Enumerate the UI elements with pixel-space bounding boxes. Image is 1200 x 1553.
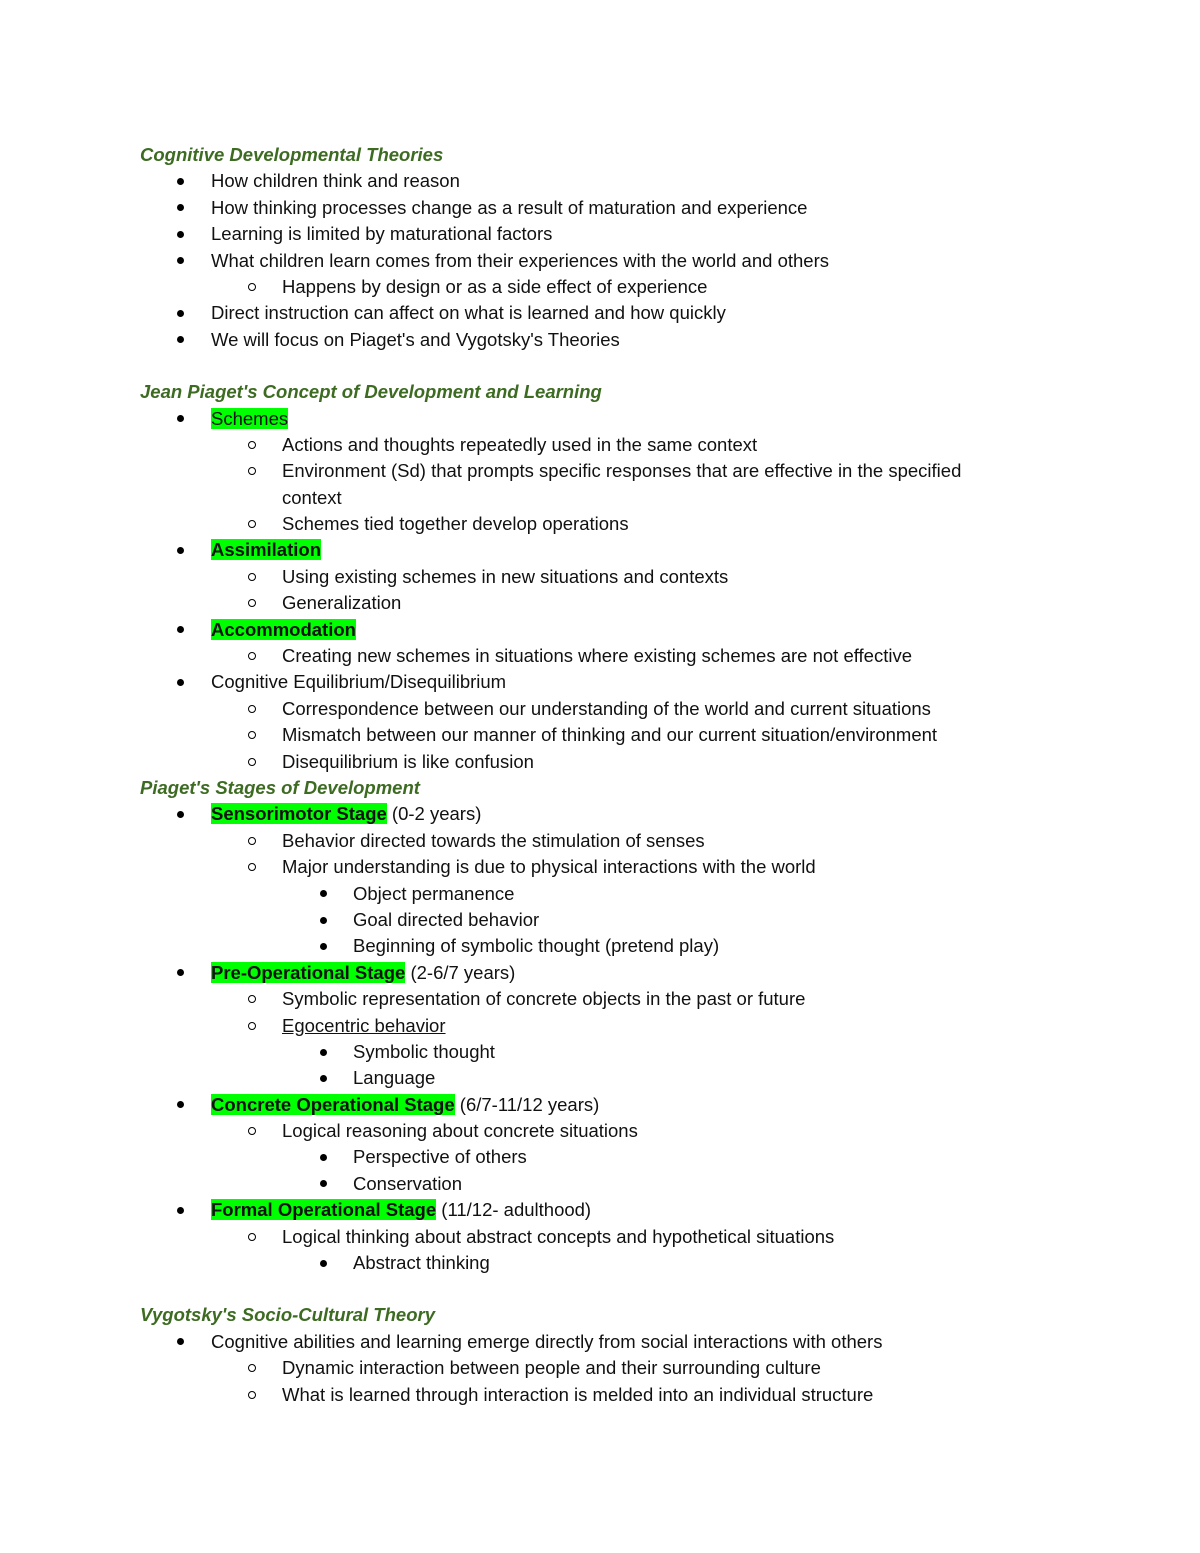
- list-item: Formal Operational Stage (11/12- adulthood): [140, 1197, 1040, 1223]
- circle-bullet-icon: [245, 986, 259, 1012]
- bullet-icon: [173, 617, 187, 643]
- list-item: Learning is limited by maturational factors: [140, 221, 1040, 247]
- underlined-term: Egocentric behavior: [282, 1014, 446, 1036]
- spacer: [140, 1276, 1040, 1302]
- circle-bullet-icon: [245, 1013, 259, 1039]
- bullet-icon: [173, 300, 187, 326]
- bullet-icon: [316, 933, 330, 959]
- section-heading: Jean Piaget's Concept of Development and Learning: [140, 381, 602, 403]
- list-item: We will focus on Piaget's and Vygotsky's Theories: [140, 327, 1040, 353]
- list-item: Goal directed behavior: [140, 907, 1040, 933]
- list-item: [140, 617, 1040, 643]
- list-item: How thinking processes change as a result of maturation and experience: [140, 195, 1040, 221]
- bullet-icon: [173, 1092, 187, 1118]
- circle-bullet-icon: [245, 1224, 259, 1250]
- list-item-continuation: context: [282, 486, 342, 508]
- bullet-icon: [173, 960, 187, 986]
- section-heading: Vygotsky's Socio-Cultural Theory: [140, 1304, 435, 1326]
- highlighted-term: Accommodation: [211, 618, 356, 640]
- list-item: Dynamic interaction between people and their surrounding culture: [140, 1355, 1040, 1381]
- list-item: Major understanding is due to physical interactions with the world: [140, 854, 1040, 880]
- list-item: Logical thinking about abstract concepts and hypothetical situations: [140, 1224, 1040, 1250]
- bullet-icon: [316, 907, 330, 933]
- circle-bullet-icon: [245, 696, 259, 722]
- circle-bullet-icon: [245, 749, 259, 775]
- list-item: Perspective of others: [140, 1144, 1040, 1170]
- list-item: Logical reasoning about concrete situations: [140, 1118, 1040, 1144]
- list-item: Behavior directed towards the stimulation of senses: [140, 828, 1040, 854]
- bullet-icon: [173, 406, 187, 432]
- list-item: Creating new schemes in situations where existing schemes are not effective: [140, 643, 1040, 669]
- list-item: Cognitive abilities and learning emerge directly from social interactions with others: [140, 1329, 1040, 1355]
- list-item: Correspondence between our understanding of the world and current situations: [140, 696, 1040, 722]
- list-item: [140, 537, 1040, 563]
- circle-bullet-icon: [245, 1382, 259, 1408]
- bullet-icon: [173, 168, 187, 194]
- bullet-icon: [173, 1197, 187, 1223]
- list-item: Object permanence: [140, 881, 1040, 907]
- circle-bullet-icon: [245, 432, 259, 458]
- circle-bullet-icon: [245, 828, 259, 854]
- list-item: What children learn comes from their experiences with the world and others: [140, 248, 1040, 274]
- bullet-icon: [173, 327, 187, 353]
- list-item: Pre-Operational Stage (2-6/7 years): [140, 960, 1040, 986]
- bullet-icon: [173, 195, 187, 221]
- bullet-icon: [316, 881, 330, 907]
- list-item: Beginning of symbolic thought (pretend play): [140, 933, 1040, 959]
- circle-bullet-icon: [245, 1355, 259, 1381]
- list-item: Sensorimotor Stage (0-2 years): [140, 801, 1040, 827]
- list-item: Symbolic representation of concrete objects in the past or future: [140, 986, 1040, 1012]
- bullet-icon: [316, 1250, 330, 1276]
- circle-bullet-icon: [245, 643, 259, 669]
- circle-bullet-icon: [245, 274, 259, 300]
- list-item: Generalization: [140, 590, 1040, 616]
- circle-bullet-icon: [245, 1118, 259, 1144]
- list-item: Happens by design or as a side effect of experience: [140, 274, 1040, 300]
- circle-bullet-icon: [245, 854, 259, 880]
- bullet-icon: [316, 1039, 330, 1065]
- list-item: Concrete Operational Stage (6/7-11/12 years): [140, 1092, 1040, 1118]
- highlighted-term: Pre-Operational Stage: [211, 961, 406, 983]
- list-item: Cognitive Equilibrium/Disequilibrium: [140, 669, 1040, 695]
- circle-bullet-icon: [245, 590, 259, 616]
- spacer: [140, 353, 1040, 379]
- list-item: [140, 1013, 1040, 1039]
- bullet-icon: [173, 669, 187, 695]
- highlighted-term: Schemes: [211, 407, 289, 429]
- list-item: Environment (Sd) that prompts specific responses that are effective in the specified: [140, 458, 1040, 484]
- list-item: Conservation: [140, 1171, 1040, 1197]
- section-heading: Cognitive Developmental Theories: [140, 144, 444, 165]
- list-item: Mismatch between our manner of thinking and our current situation/environment: [140, 722, 1040, 748]
- highlighted-term: Assimilation: [211, 539, 321, 561]
- bullet-icon: [173, 801, 187, 827]
- bullet-icon: [173, 1329, 187, 1355]
- circle-bullet-icon: [245, 511, 259, 537]
- bullet-icon: [173, 248, 187, 274]
- list-item: Using existing schemes in new situations and contexts: [140, 564, 1040, 590]
- highlighted-term: Formal Operational Stage: [211, 1199, 437, 1221]
- highlighted-term: Sensorimotor Stage: [211, 803, 387, 825]
- list-item: Actions and thoughts repeatedly used in the same context: [140, 432, 1040, 458]
- list-item: Direct instruction can affect on what is learned and how quickly: [140, 300, 1040, 326]
- bullet-icon: [316, 1144, 330, 1170]
- list-item: Schemes tied together develop operations: [140, 511, 1040, 537]
- list-item: How children think and reason: [140, 168, 1040, 194]
- list-item: Disequilibrium is like confusion: [140, 749, 1040, 775]
- list-item: Symbolic thought: [140, 1039, 1040, 1065]
- circle-bullet-icon: [245, 458, 259, 484]
- list-item: What is learned through interaction is melded into an individual structure: [140, 1382, 1040, 1408]
- bullet-icon: [173, 537, 187, 563]
- circle-bullet-icon: [245, 722, 259, 748]
- list-item: [140, 406, 1040, 432]
- document-body: [140, 142, 1040, 1408]
- highlighted-term: Concrete Operational Stage: [211, 1093, 455, 1115]
- bullet-icon: [173, 221, 187, 247]
- section-heading: Piaget's Stages of Development: [140, 776, 420, 798]
- circle-bullet-icon: [245, 564, 259, 590]
- bullet-icon: [316, 1171, 330, 1197]
- list-item: Language: [140, 1065, 1040, 1091]
- list-item: Abstract thinking: [140, 1250, 1040, 1276]
- bullet-icon: [316, 1065, 330, 1091]
